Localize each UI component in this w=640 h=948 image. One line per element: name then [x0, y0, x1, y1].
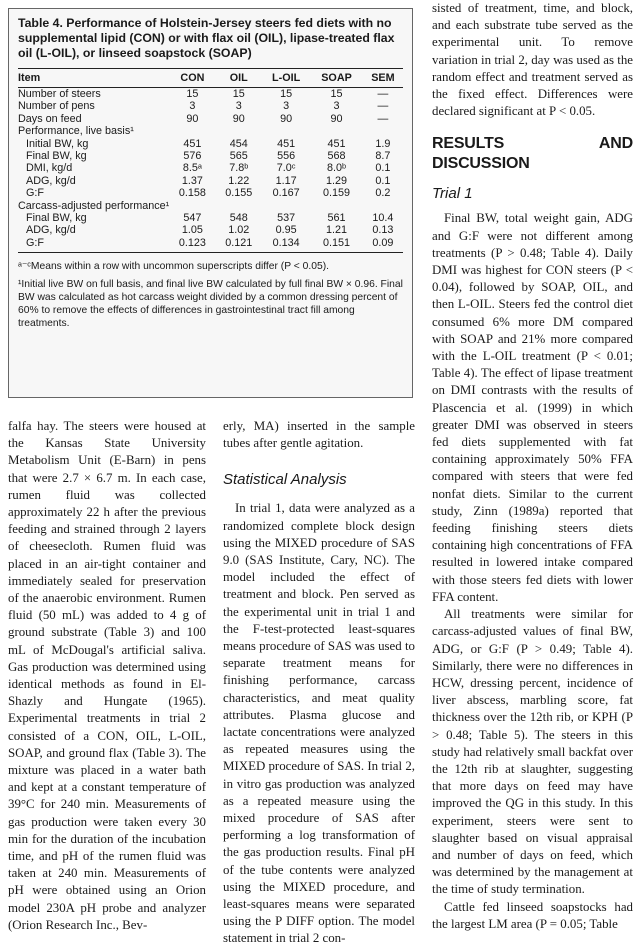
- table-cell: 548: [229, 212, 248, 225]
- table-cell: —: [377, 88, 389, 100]
- table-row: [18, 100, 403, 112]
- table-cell: 0.121: [216, 237, 262, 253]
- table-cell: 0.151: [310, 237, 363, 253]
- table-row: [18, 200, 403, 212]
- table-cell: 7.0ᶜ: [276, 162, 296, 175]
- footnote-superscripts: ᵃ⁻ᶜMeans within a row with uncommon superscripts differ (P < 0.05).: [18, 261, 329, 273]
- table-cell: [169, 200, 215, 212]
- table-cell: 451: [277, 137, 296, 150]
- row-label: G:F: [26, 187, 44, 200]
- table-row: [18, 212, 403, 224]
- body-paragraph: Final BW, total weight gain, ADG and G:F were not different among treatments (P > 0.48; Table 4). Daily DMI was highest for CON steers (P < 0.04), followed by SOAP, OIL, and then L-OIL. Steers fed the control diet consumed 6% more DM compared with SOAP and 21% more compared with the L-OIL treatment (P < 0.01; Table 4). The effect of lipase treatment on DMI contrasts with the results of Plascencia et al. (1999) in which greater DMI was observed in steers fed diets supplemented with fat containing approximately 50% FFA compared with steers that were fed nonfat diets. Similar to the current study, Zinn (1989a) reported that feeding finishing steers diets containing high concentrations of FFA resulted in lowered intake compared with those steers fed diets with lower FFA content.: [432, 211, 633, 604]
- table-cell: 90: [330, 112, 343, 125]
- table-row: [18, 175, 403, 187]
- table-cell: 1.22: [228, 174, 250, 187]
- table-cell: 10.4: [372, 212, 394, 225]
- table-cell: 90: [232, 112, 245, 125]
- row-label: Days on feed: [18, 112, 82, 125]
- table-cell: 3: [283, 100, 290, 113]
- table-cell: 3: [189, 100, 196, 113]
- table-row: [18, 138, 403, 150]
- text-column-right: [432, 0, 633, 933]
- table-cell: 0.167: [272, 187, 300, 200]
- row-label: G:F: [18, 237, 169, 253]
- row-label: Performance, live basis¹: [18, 125, 134, 138]
- table-cell: 15: [280, 88, 293, 100]
- subheading-trial-1: Trial 1: [432, 185, 473, 203]
- table-cell: 556: [277, 150, 296, 163]
- table-cell: 90: [186, 112, 199, 125]
- table-cell: 3: [235, 100, 242, 113]
- row-label: Initial BW, kg: [26, 137, 89, 150]
- table-cell: 561: [327, 212, 346, 225]
- table-footnotes: [18, 260, 403, 330]
- table-cell: [363, 200, 403, 212]
- body-paragraph: All treatments were similar for carcass-adjusted values of final BW, ADG, or G:F (P > 0.49; Table 4). Similarly, there were no differences in HCW, dressing percent, incidence of liver abscess, marbling score, fat thickness over the 12th rib, or KPH (P > 0.48; Table 5). The steers in this study had relatively small backfat over the 12th rib at slaughter, suggesting that more days on feed may have improved the QG in this study. In this experiment, steers were sent to slaughter based on visual appraisal and number of days on feed, which was determined by the management at the time of study termination.: [432, 607, 633, 897]
- table-cell: —: [377, 112, 389, 125]
- header-item: Item: [18, 69, 169, 88]
- table-cell: 0.09: [363, 237, 403, 253]
- table-cell: 1.05: [181, 224, 203, 237]
- footnote-1: ¹Initial live BW on full basis, and final live BW calculated by full final BW × 0.96. Final BW was calculated as hot carcass weight divided by a common dressing percent of 60% to remove the effects of differences in gastrointestinal tract fill among treatments.: [18, 279, 403, 330]
- table-cell: 0.95: [275, 224, 297, 237]
- table-caption: Table 4. Performance of Holstein-Jersey steers fed diets with no supplemental lipid (CON) or with flax oil (OIL), lipase-treated flax oil (L-OIL), or linseed soapstock (SOAP): [18, 16, 395, 60]
- table-cell: 8.5ᵃ: [182, 162, 202, 175]
- body-paragraph: falfa hay. The steers were housed at the Kansas State University Metabolism Unit (E-Barn) in pens that were 2.7 × 6.7 m. In each case, rumen fluid was collected approximately 22 h after the previous feeding and strained through 2 layers of cheesecloth. Rumen fluid was placed in an air-tight container and immediately sealed for preservation of the anaerobic environment. Rumen fluid (50 mL) was added to 4 g of ground substrate (Table 3) and 100 mL of McDougal's artificial saliva. Gas production was determined using identical methods as found in El-Shazly and Hungate (1965). Experimental treatments in trial 2 consisted of a CON, OIL, L-OIL, SOAP, and ground flax (Table 3). The mixture was placed in a water bath and kept at a constant temperature of 39°C for 240 min. Measurements of gas production were taken every 30 min for the duration of the incubation time, and pH of the rumen fluid was taken at 240 min. Measurements of pH were obtained using an Orion model 230A pH probe and analyzer (Orion Research Inc., Bev-: [8, 419, 206, 932]
- body-paragraph: sisted of treatment, time, and block, and each substrate tube served as the experimental unit. To remove variation in trial 2, day was used as the random effect and treatment served as the fixed effect. Differences were declared significant at P < 0.05.: [432, 1, 633, 119]
- table-row: [18, 237, 403, 253]
- table-cell: 537: [277, 212, 296, 225]
- row-label: Final BW, kg: [26, 150, 87, 163]
- table-cell: 1.37: [181, 174, 203, 187]
- table-cell: [310, 125, 363, 137]
- row-label: Carcass-adjusted performance¹: [18, 199, 170, 212]
- body-paragraph: In trial 1, data were analyzed as a randomized complete block design using the MIXED procedure of SAS 9.0 (SAS Institute, Cary, NC). The model included the effect of treatment and block. Pen served as the experimental unit in trial 1 and the F-test-protected least-squares means procedure of SAS was used to separate treatment means for finishing performance, carcass characteristics, and meat quality attributes. Plasma glucose and lactate concentrations were analyzed as repeated measures using the MIXED procedure of SAS. In trial 2, in vitro gas production was analyzed as a repeated measure using the mixed procedure of SAS after performing a log transformation of the gas production results. Final pH of the tube contents were analyzed using the MIXED procedure, and least-squares means were separated using the P DIFF option. The model statement in trial 2 con-: [223, 501, 415, 946]
- table-cell: 1.21: [326, 224, 348, 237]
- row-label: ADG, kg/d: [26, 174, 76, 187]
- row-label: DMI, kg/d: [26, 162, 73, 175]
- table-cell: 0.123: [169, 237, 215, 253]
- table-cell: 7.8ᵇ: [229, 162, 249, 175]
- table-row: [18, 88, 403, 101]
- table-cell: [169, 125, 215, 137]
- data-table: [18, 69, 403, 253]
- row-label: ADG, kg/d: [26, 224, 76, 237]
- table-cell: 451: [183, 137, 202, 150]
- header-soap: SOAP: [310, 69, 363, 88]
- table-cell: 0.158: [178, 187, 206, 200]
- table-cell: 0.2: [375, 187, 391, 200]
- table-cell: [363, 125, 403, 137]
- row-label: Number of pens: [18, 100, 95, 113]
- table-row: [18, 187, 403, 199]
- table-cell: 8.0ᵇ: [327, 162, 347, 175]
- table-cell: 8.7: [375, 150, 391, 163]
- table-cell: 0.13: [372, 224, 394, 237]
- row-label: Number of steers: [18, 88, 101, 100]
- table-cell: [310, 200, 363, 212]
- table-cell: 0.159: [323, 187, 351, 200]
- header-con: CON: [169, 69, 215, 88]
- header-oil: OIL: [216, 69, 262, 88]
- table-cell: 454: [229, 137, 248, 150]
- table-header-row: [18, 69, 403, 88]
- table-row: [18, 125, 403, 137]
- table-cell: 15: [232, 88, 245, 100]
- table-cell: 547: [183, 212, 202, 225]
- table-row: [18, 162, 403, 174]
- header-l-oil: L-OIL: [262, 69, 310, 88]
- table-cell: —: [377, 100, 389, 113]
- section-heading-results: RESULTS AND DISCUSSION: [432, 135, 633, 173]
- table-cell: 1.29: [326, 174, 348, 187]
- table-cell: 0.1: [375, 174, 391, 187]
- body-paragraph: erly, MA) inserted in the sample tubes after gentle agitation.: [223, 419, 415, 451]
- header-sem: SEM: [363, 69, 403, 88]
- table-cell: 568: [327, 150, 346, 163]
- text-column-middle: [223, 418, 415, 948]
- table-row: [18, 113, 403, 125]
- table-cell: 0.155: [225, 187, 253, 200]
- table-cell: 0.134: [262, 237, 310, 253]
- table-body: [18, 88, 403, 253]
- table-cell: 0.1: [375, 162, 391, 175]
- subheading-statistical-analysis: Statistical Analysis: [223, 471, 347, 489]
- table-cell: 1.02: [228, 224, 250, 237]
- table-cell: [216, 200, 262, 212]
- table-cell: 576: [183, 150, 202, 163]
- table-cell: 15: [330, 88, 343, 100]
- table-row: [18, 224, 403, 236]
- table-cell: 90: [280, 112, 293, 125]
- table-cell: [262, 125, 310, 137]
- text-column-left: [8, 418, 206, 934]
- table-cell: [216, 125, 262, 137]
- row-label: Final BW, kg: [26, 212, 87, 225]
- table-cell: 3: [333, 100, 340, 113]
- table-row: [18, 150, 403, 162]
- table-cell: [262, 200, 310, 212]
- table-cell: 15: [186, 88, 199, 100]
- table-cell: 1.17: [275, 174, 297, 187]
- table-cell: 451: [327, 137, 346, 150]
- table-cell: 1.9: [375, 137, 391, 150]
- table-4: [8, 8, 413, 398]
- table-cell: 565: [229, 150, 248, 163]
- body-paragraph: Cattle fed linseed soapstocks had the largest LM area (P = 0.05; Table: [432, 899, 633, 931]
